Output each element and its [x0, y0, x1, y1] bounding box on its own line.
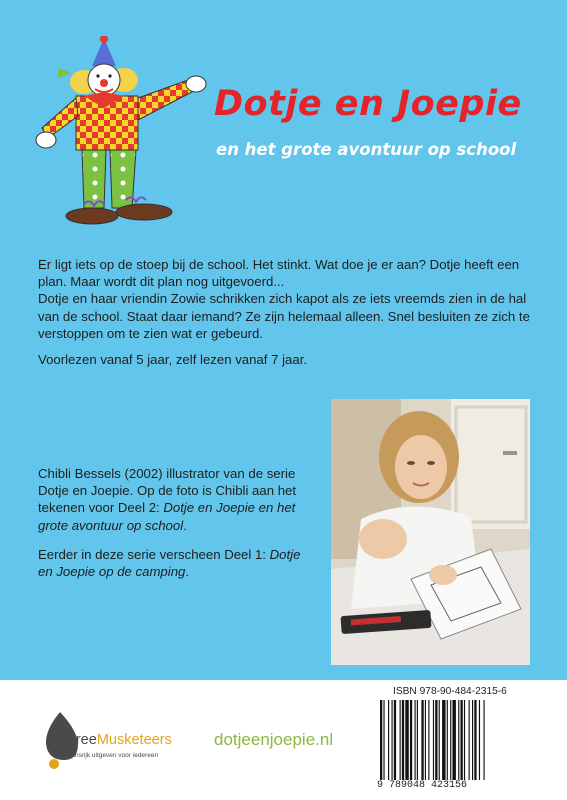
- barcode-bar: [425, 700, 426, 780]
- publisher-name: [67, 732, 172, 748]
- illustrator-photo: [331, 399, 530, 665]
- barcode-digits: 9 789048 423156: [377, 780, 468, 791]
- book-subtitle: en het grote avontuur op school: [216, 140, 517, 159]
- barcode-bar: [380, 700, 382, 780]
- illustrator-text-italic: Dotje en Joepie en het grote avontuur op school: [38, 500, 296, 533]
- barcode-bar: [428, 700, 429, 780]
- barcode-bar: [410, 700, 412, 780]
- barcode-bar: [435, 700, 437, 780]
- barcode-bar: [474, 700, 476, 780]
- barcode-bar: [472, 700, 473, 780]
- barcode-bar: [383, 700, 384, 780]
- illustrator-text: [38, 465, 303, 534]
- isbn-label: ISBN 978-90-484-2315-6: [393, 686, 507, 697]
- barcode-bar: [464, 700, 465, 780]
- website-url: dotjeenjoepie.nl: [214, 730, 334, 749]
- barcode-bar: [461, 700, 463, 780]
- barcode-bar: [433, 700, 434, 780]
- barcode-bar: [450, 700, 451, 780]
- barcode-bar: [452, 700, 455, 780]
- barcode-bar: [484, 700, 485, 780]
- barcode-bar: [439, 700, 440, 780]
- publisher-tagline: Kansrijk uitgeven voor iedereen: [67, 752, 159, 759]
- publisher-name-musketeers: Musketeers: [96, 732, 172, 748]
- illustrator-text-plain: Chibli Bessels (2002) illustrator van de serie Dotje en Joepie. Op de foto is Chibli aan het tekenen voor Deel 2:: [38, 466, 297, 516]
- barcode-bar: [388, 700, 389, 780]
- blurb-paragraph-1: Er ligt iets op de stoep bij de school. Het stinkt. Wat doe je er aan? Dotje heeft een plan. Maar wordt dit plan nog uitgevoerd...: [38, 257, 520, 290]
- barcode-bar: [400, 700, 401, 780]
- barcode-bar: [442, 700, 445, 780]
- blurb-text: [38, 256, 538, 342]
- series-text-italic: Dotje en Joepie op de camping: [38, 547, 301, 580]
- book-title: Dotje en Joepie: [214, 84, 522, 124]
- illustrator-text-end: .: [183, 517, 187, 533]
- barcode-bar: [392, 700, 393, 780]
- barcode-bar: [421, 700, 423, 780]
- barcode: [380, 700, 542, 780]
- barcode-bar: [469, 700, 470, 780]
- barcode-bar: [479, 700, 480, 780]
- barcode-bar: [447, 700, 448, 780]
- publisher-name-free: Free: [67, 732, 97, 748]
- barcode-bar: [402, 700, 404, 780]
- barcode-bar: [417, 700, 418, 780]
- barcode-bar: [405, 700, 408, 780]
- series-text-plain: Eerder in deze serie verscheen Deel 1:: [38, 547, 270, 562]
- blurb-paragraph-2: Dotje en haar vriendin Zowie schrikken zich kapot als ze iets vreemds zien in de hal van de school. Staat daar iemand? Ze zijn helemaal alleen. Snel besluiten ze zich te verstoppen om te zien wat er gebeurd.: [38, 291, 530, 341]
- barcode-bar: [415, 700, 416, 780]
- series-text-end: .: [185, 564, 190, 580]
- clown-illustration: [32, 36, 212, 236]
- series-text: [38, 546, 303, 580]
- reading-age-text: Voorlezen vanaf 5 jaar, zelf lezen vanaf 7 jaar.: [38, 352, 308, 367]
- barcode-bar: [394, 700, 396, 780]
- barcode-bar: [458, 700, 459, 780]
